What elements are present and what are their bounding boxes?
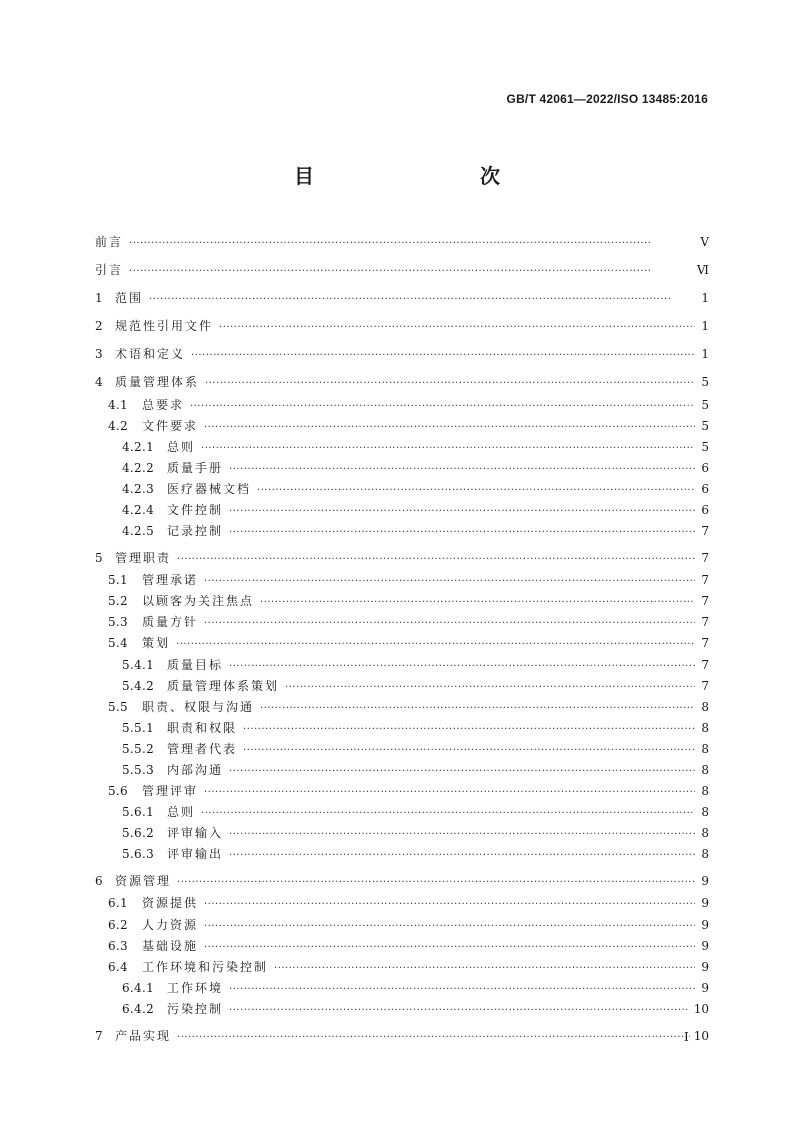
toc-entry-number: 5.4.2 — [122, 678, 155, 693]
toc-entry[interactable] — [95, 915, 709, 936]
toc-entry[interactable] — [95, 286, 709, 311]
toc-dot-leader — [204, 916, 695, 937]
toc-entry-label: 内部沟通 — [167, 763, 224, 777]
toc-dot-leader — [260, 698, 695, 719]
toc-entry-number: 6 — [95, 873, 103, 888]
toc-entry-number: 5.6.1 — [122, 805, 155, 820]
toc-entry-label: 评审输入 — [167, 826, 224, 841]
toc-entry-label: 总则 — [167, 805, 196, 820]
toc-entry[interactable] — [95, 458, 709, 479]
toc-entry[interactable] — [95, 612, 709, 633]
toc-entry-number: 5.4.1 — [122, 657, 155, 672]
toc-dot-leader — [177, 548, 695, 573]
toc-entry-label: 资源提供 — [142, 896, 199, 911]
toc-entry[interactable] — [95, 760, 709, 781]
toc-dot-leader — [129, 232, 695, 257]
toc-entry-number: 6.3 — [108, 938, 128, 953]
toc-entry-page: 9 — [701, 917, 709, 932]
toc-dot-leader — [204, 417, 695, 438]
toc-dot-leader — [205, 372, 695, 397]
toc-dot-leader — [190, 396, 695, 417]
toc-dot-leader — [229, 1000, 690, 1021]
page-number: I — [684, 1030, 689, 1044]
toc-entry[interactable] — [95, 258, 709, 283]
toc-entry-number: 5.3 — [108, 615, 128, 630]
toc-entry-page: 8 — [701, 699, 709, 714]
toc-entry[interactable] — [95, 395, 709, 416]
toc-entry-number: 5.5.3 — [122, 763, 155, 777]
toc-entry[interactable] — [95, 521, 709, 542]
toc-entry[interactable] — [95, 781, 709, 802]
toc-entry-page: 8 — [701, 763, 709, 777]
toc-entry[interactable] — [95, 957, 709, 978]
toc-dot-leader — [243, 740, 695, 761]
toc-entry-page: 5 — [701, 439, 709, 454]
toc-entry-label: 引言 — [95, 263, 124, 277]
standard-code: GB/T 42061—2022/ISO 13485:2016 — [506, 92, 708, 106]
toc-entry-number: 6.4 — [108, 959, 128, 974]
toc-entry-number: 6.1 — [108, 896, 128, 911]
toc-entry-page: 8 — [701, 784, 709, 799]
toc-dot-leader — [229, 824, 695, 845]
toc-entry-number: 4 — [95, 375, 103, 389]
toc-entry-page: 7 — [701, 550, 709, 565]
toc-dot-leader — [204, 894, 695, 915]
toc-dot-leader — [229, 459, 695, 480]
toc-entry-label: 工作环境 — [167, 980, 224, 995]
toc-entry-number: 5.4 — [108, 636, 128, 651]
toc-dot-leader — [204, 937, 695, 958]
toc-dot-leader — [229, 845, 695, 866]
toc-entry[interactable] — [95, 802, 709, 823]
toc-entry-label: 评审输出 — [167, 847, 224, 862]
toc-entry-label: 记录控制 — [167, 524, 224, 539]
toc-entry-page: 6 — [701, 502, 709, 517]
toc-dot-leader — [257, 480, 695, 501]
toc-entry[interactable] — [95, 844, 709, 865]
toc-entry-number: 4.2.2 — [122, 460, 155, 475]
toc-entry[interactable] — [95, 416, 709, 437]
toc-entry-number: 5.5.2 — [122, 741, 155, 756]
toc-entry-page: 9 — [701, 959, 709, 974]
toc-entry[interactable] — [95, 437, 709, 458]
toc-dot-leader — [176, 634, 695, 655]
toc-entry[interactable] — [95, 823, 709, 844]
toc-entry-page: 9 — [701, 938, 709, 953]
toc-entry-page: 5 — [701, 397, 709, 412]
toc-entry[interactable] — [95, 978, 709, 999]
toc-entry[interactable] — [95, 739, 709, 760]
toc-entry-page: 7 — [701, 615, 709, 630]
toc-entry[interactable] — [95, 655, 709, 676]
toc-dot-leader — [129, 260, 693, 285]
toc-entry-label: 工作环境和污染控制 — [142, 959, 269, 974]
toc-entry[interactable] — [95, 570, 709, 591]
toc-entry-page: 9 — [701, 896, 709, 911]
toc-entry-number: 5.5.1 — [122, 720, 155, 735]
toc-entry-label: 管理承诺 — [142, 573, 199, 588]
toc-entry-number: 5.2 — [108, 594, 128, 609]
toc-entry[interactable] — [95, 342, 709, 367]
toc-entry-page: Ⅵ — [696, 263, 709, 277]
toc-entry-number: 4.2 — [108, 418, 128, 433]
toc-entry-label: 管理评审 — [142, 784, 199, 799]
toc-entry-label: 职责、权限与沟通 — [142, 699, 255, 714]
toc-entry-label: 资源管理 — [115, 873, 172, 888]
toc-dot-leader — [229, 522, 695, 543]
toc-entry-number: 6.2 — [108, 917, 128, 932]
toc-entry-number: 4.2.5 — [122, 524, 155, 539]
toc-dot-leader — [191, 344, 695, 369]
toc-entry[interactable] — [95, 676, 709, 697]
toc-dot-leader — [219, 316, 695, 341]
toc-entry[interactable] — [95, 718, 709, 739]
toc-entry-label: 管理者代表 — [167, 741, 238, 756]
toc-entry-page: 1 — [701, 347, 709, 361]
toc-entry-number: 6.4.2 — [122, 1001, 155, 1016]
toc-entry-page: 7 — [701, 657, 709, 672]
toc-entry-label: 以顾客为关注焦点 — [142, 594, 255, 609]
toc-entry-label: 文件控制 — [167, 502, 224, 517]
toc-entry-page: 7 — [701, 636, 709, 651]
toc-entry-label: 质量手册 — [167, 460, 224, 475]
toc-entry-page: 1 — [701, 291, 709, 305]
toc-entry-page: Ⅴ — [700, 235, 709, 249]
toc-entry-number: 3 — [95, 347, 103, 361]
toc-dot-leader — [177, 871, 695, 896]
toc-entry-page: 1 — [701, 319, 709, 333]
toc-entry-label: 前言 — [95, 235, 124, 249]
toc-dot-leader — [204, 782, 695, 803]
toc-entry-label: 范围 — [115, 291, 144, 305]
toc-entry-page: 10 — [693, 1028, 709, 1043]
toc-entry[interactable] — [95, 999, 709, 1020]
toc-entry-label: 产品实现 — [115, 1028, 172, 1043]
toc-entry-label: 污染控制 — [167, 1001, 224, 1016]
toc-entry-number: 6.4.1 — [122, 980, 155, 995]
toc-entry[interactable] — [95, 314, 709, 339]
toc-entry[interactable] — [95, 591, 709, 612]
toc-entry-page: 8 — [701, 805, 709, 820]
toc-dot-leader — [149, 288, 695, 313]
toc-dot-leader — [260, 592, 695, 613]
toc-entry-number: 4.2.4 — [122, 502, 155, 517]
toc-entry[interactable] — [95, 479, 709, 500]
toc-entry[interactable] — [95, 893, 709, 914]
toc-entry-label: 总要求 — [142, 397, 185, 412]
toc-entry[interactable] — [95, 697, 709, 718]
toc-dot-leader — [204, 613, 695, 634]
toc-entry-page: 9 — [701, 873, 709, 888]
toc-entry[interactable] — [95, 370, 709, 395]
toc-entry-number: 5.6 — [108, 784, 128, 799]
toc-entry-page: 5 — [701, 418, 709, 433]
toc-entry[interactable] — [95, 936, 709, 957]
toc-entry[interactable] — [95, 1024, 709, 1049]
toc-entry[interactable] — [95, 546, 709, 571]
toc-dot-leader — [204, 571, 695, 592]
toc-entry-label: 质量管理体系策划 — [167, 678, 280, 693]
toc-entry-number: 5.6.3 — [122, 847, 155, 862]
toc-entry-page: 7 — [701, 573, 709, 588]
toc-dot-leader — [201, 438, 695, 459]
toc-entry-number: 4.2.3 — [122, 481, 155, 496]
toc-dot-leader — [229, 979, 695, 1000]
toc-entry-page: 6 — [701, 481, 709, 496]
page-title: 目 次 — [294, 164, 542, 188]
toc-entry-label: 人力资源 — [142, 917, 199, 932]
toc-entry-number: 1 — [95, 291, 103, 305]
toc-entry[interactable] — [95, 869, 709, 894]
toc-entry[interactable] — [95, 500, 709, 521]
toc-entry-label: 文件要求 — [142, 418, 199, 433]
toc-entry-page: 6 — [701, 460, 709, 475]
toc-entry-label: 基础设施 — [142, 938, 199, 953]
toc-dot-leader — [229, 656, 695, 677]
toc-entry-number: 5.1 — [108, 573, 128, 588]
toc-entry-page: 10 — [693, 1001, 709, 1016]
toc-entry-page: 8 — [701, 826, 709, 841]
toc-entry-label: 质量方针 — [142, 615, 199, 630]
toc-entry-number: 4.1 — [108, 397, 128, 412]
toc-entry-number: 5.5 — [108, 699, 128, 714]
toc-entry-label: 职责和权限 — [167, 720, 238, 735]
toc-dot-leader — [201, 803, 695, 824]
toc-entry-number: 5.6.2 — [122, 826, 155, 841]
toc-entry-page: 5 — [701, 375, 709, 389]
toc-entry-page: 7 — [701, 594, 709, 609]
toc-dot-leader — [229, 501, 695, 522]
toc-entry-page: 8 — [701, 847, 709, 862]
toc-entry-page: 9 — [701, 980, 709, 995]
toc-dot-leader — [177, 1026, 690, 1051]
toc-entry-label: 质量目标 — [167, 657, 224, 672]
toc-entry-page: 8 — [701, 741, 709, 756]
toc-entry[interactable] — [95, 633, 709, 654]
toc-entry-page: 7 — [701, 524, 709, 539]
toc-dot-leader — [285, 677, 695, 698]
toc-entry-label: 总则 — [167, 439, 196, 454]
toc-dot-leader — [274, 958, 695, 979]
toc-entry-number: 5 — [95, 550, 103, 565]
toc-entry-label: 术语和定义 — [115, 347, 186, 361]
toc-entry-label: 规范性引用文件 — [115, 319, 214, 333]
toc-entry-number: 7 — [95, 1028, 103, 1043]
toc-entry-number: 4.2.1 — [122, 439, 155, 454]
toc-entry-number: 2 — [95, 319, 103, 333]
toc-entry-label: 管理职责 — [115, 550, 172, 565]
toc-entry-page: 8 — [701, 720, 709, 735]
toc-dot-leader — [229, 761, 695, 782]
toc-entry-label: 策划 — [142, 636, 171, 651]
toc-dot-leader — [243, 719, 695, 740]
table-of-contents — [95, 230, 709, 1048]
toc-entry-page: 7 — [701, 678, 709, 693]
toc-entry-label: 质量管理体系 — [115, 375, 200, 389]
toc-entry[interactable] — [95, 230, 709, 255]
toc-entry-label: 医疗器械文档 — [167, 481, 252, 496]
